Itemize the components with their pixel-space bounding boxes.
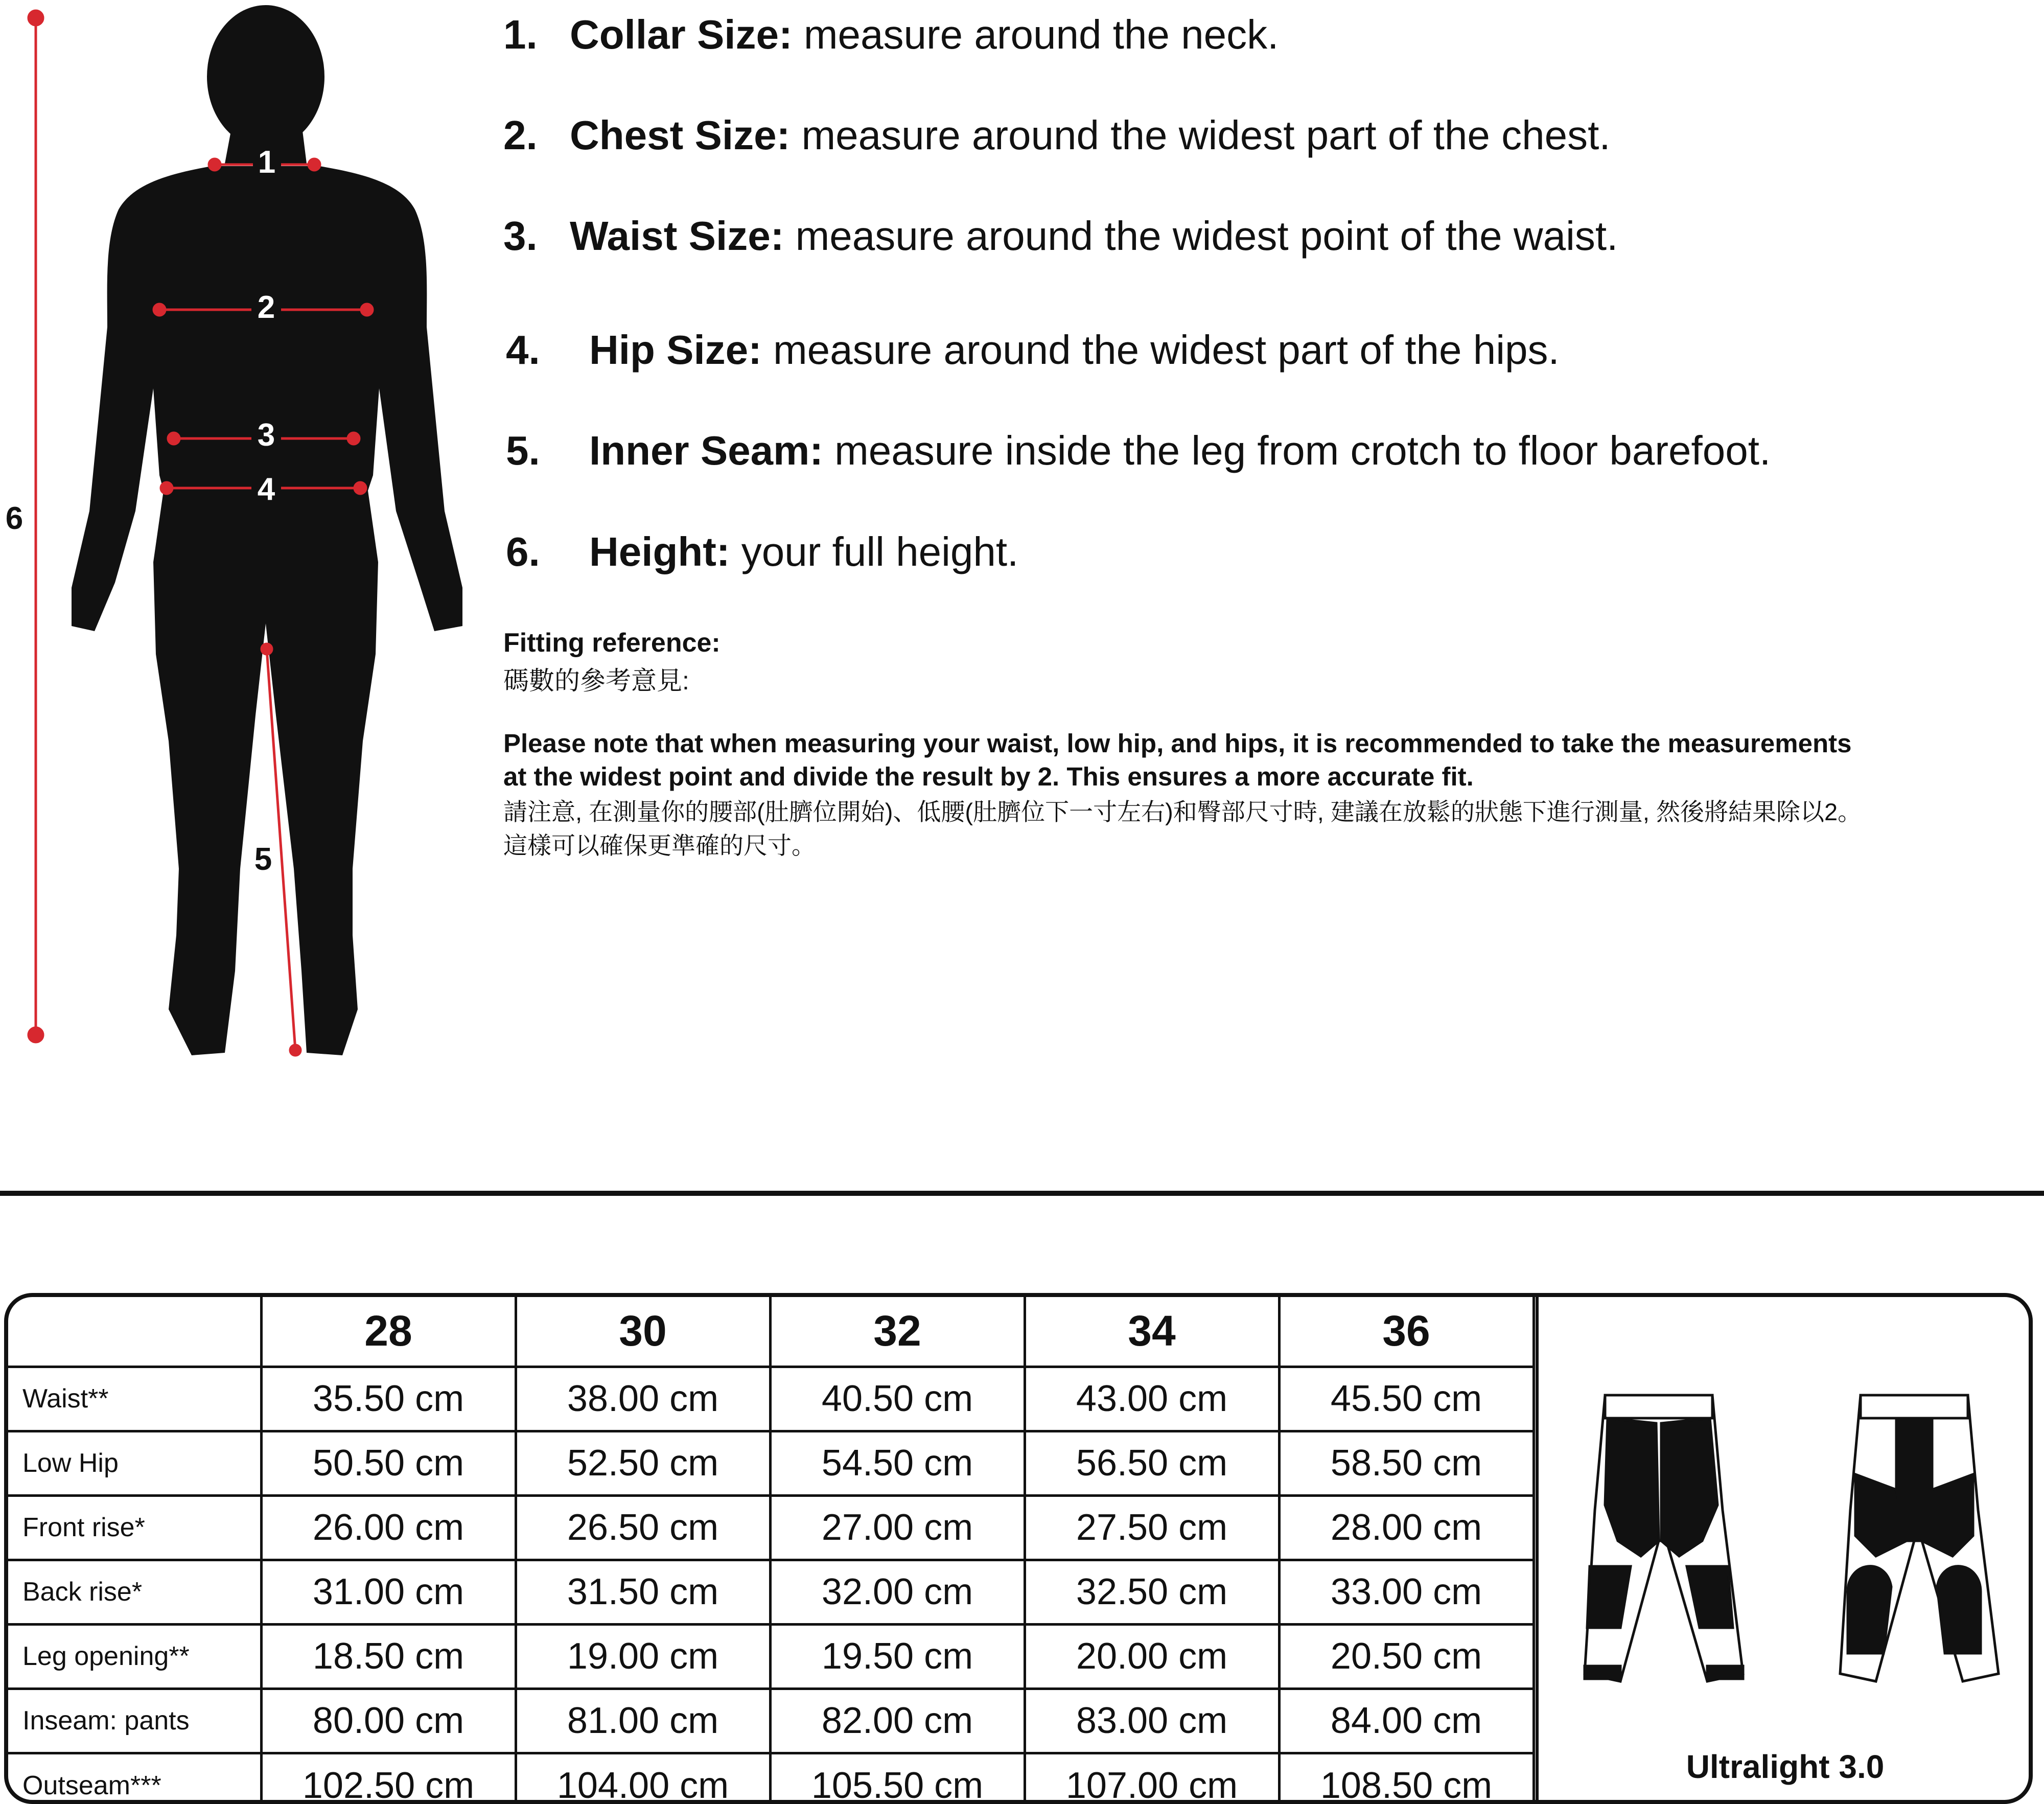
table-row [8,1431,1534,1495]
row-label: Low Hip [8,1431,261,1495]
size-header-row [8,1297,1534,1367]
fitting-reference-label: Fitting reference: [503,628,721,658]
row-label: Front rise* [8,1495,261,1560]
table-row [8,1753,1534,1804]
guide-item-height [506,531,1018,572]
table-cell: 31.50 cm [516,1560,770,1624]
marker-5: 5 [254,842,272,877]
row-label: Back rise* [8,1560,261,1624]
table-cell: 32.00 cm [770,1560,1025,1624]
row-label: Waist** [8,1367,261,1431]
table-cell: 58.50 cm [1279,1431,1534,1495]
table-cell: 19.50 cm [770,1624,1025,1689]
table-cell: 56.50 cm [1025,1431,1279,1495]
guide-term: Height: [589,529,730,574]
table-cell: 52.50 cm [516,1431,770,1495]
header-corner [8,1297,261,1367]
guide-num: 1. [503,12,538,57]
table-cell: 81.00 cm [516,1689,770,1753]
guide-item-collar [503,14,1279,55]
guide-num: 2. [503,112,538,158]
size-header: 36 [1279,1297,1534,1367]
table-row [8,1495,1534,1560]
table-cell: 102.50 cm [261,1753,516,1804]
pants-back [1840,1395,1999,1681]
table-cell: 80.00 cm [261,1689,516,1753]
table-cell: 35.50 cm [261,1367,516,1431]
guide-desc: measure around the widest part of the hips. [761,327,1560,373]
table-cell: 18.50 cm [261,1624,516,1689]
table-cell: 104.00 cm [516,1753,770,1804]
section-divider [0,1191,2044,1196]
table-cell: 54.50 cm [770,1431,1025,1495]
table-cell: 33.00 cm [1279,1560,1534,1624]
table-row [8,1367,1534,1431]
fitting-note-line-1: Please note that when measuring your waist, low hip, and hips, it is recommended to take the measurements [503,729,1852,758]
table-cell: 50.50 cm [261,1431,516,1495]
table-cell: 32.50 cm [1025,1560,1279,1624]
row-label: Outseam*** [8,1753,261,1804]
table-cell: 38.00 cm [516,1367,770,1431]
guide-num: 4. [506,327,540,373]
table-cell: 26.00 cm [261,1495,516,1560]
table-cell: 20.50 cm [1279,1624,1534,1689]
pants-illustration [1569,1387,2004,1704]
table-cell: 107.00 cm [1025,1753,1279,1804]
marker-6: 6 [5,501,24,536]
guide-term: Hip Size: [589,327,762,373]
product-panel [1536,1293,2032,1804]
pants-front [1585,1395,1743,1681]
guide-desc: your full height. [730,529,1019,574]
size-header: 34 [1025,1297,1279,1367]
fitting-reference-label-cn: 碼數的參考意見: [503,666,689,695]
fitting-note-line-2: at the widest point and divide the result by 2. This ensures a more accurate fit. [503,762,1474,791]
table-cell: 43.00 cm [1025,1367,1279,1431]
guide-term: Chest Size: [570,112,791,158]
table-cell: 105.50 cm [770,1753,1025,1804]
size-header: 28 [261,1297,516,1367]
guide-item-chest [503,112,1611,158]
table-cell: 45.50 cm [1279,1367,1534,1431]
table-cell: 31.00 cm [261,1560,516,1624]
table-cell: 40.50 cm [770,1367,1025,1431]
guide-item-inner-seam [506,430,1771,471]
table-row [8,1624,1534,1689]
guide-desc: measure around the neck. [792,12,1279,57]
guide-term: Inner Seam: [589,428,823,473]
guide-item-hip [506,327,1560,373]
guide-term: Collar Size: [570,12,793,57]
table-cell: 19.00 cm [516,1624,770,1689]
guide-desc: measure around the widest point of the waist. [784,213,1618,259]
row-label: Leg opening** [8,1624,261,1689]
marker-1: 1 [258,145,276,180]
table-cell: 26.50 cm [516,1495,770,1560]
guide-num: 5. [506,428,540,473]
fitting-note-cn-line-2: 這樣可以確保更準確的尺寸。 [503,832,816,859]
table-cell: 20.00 cm [1025,1624,1279,1689]
size-header: 30 [516,1297,770,1367]
table-cell: 28.00 cm [1279,1495,1534,1560]
guide-item-waist [503,213,1618,259]
marker-4: 4 [257,472,275,507]
table-cell: 82.00 cm [770,1689,1025,1753]
fitting-note-cn-line-1: 請注意, 在測量你的腰部(肚臍位開始)、低腰(肚臍位下一寸左右)和臀部尺寸時, 建議在放鬆的狀態下進行測量, 然後將結果除以2。 [503,798,1862,825]
marker-2: 2 [257,290,275,325]
table-row [8,1689,1534,1753]
guide-desc: measure inside the leg from crotch to floor barefoot. [823,428,1771,473]
table-cell: 27.50 cm [1025,1495,1279,1560]
size-header: 32 [770,1297,1025,1367]
table-cell: 84.00 cm [1279,1689,1534,1753]
size-table [8,1297,1535,1804]
row-label: Inseam: pants [8,1689,261,1753]
guide-num: 6. [506,529,540,574]
guide-term: Waist Size: [570,213,784,259]
product-name: Ultralight 3.0 [1686,1748,1885,1785]
table-cell: 108.50 cm [1279,1753,1534,1804]
marker-3: 3 [257,418,275,453]
guide-num: 3. [503,213,538,259]
table-cell: 27.00 cm [770,1495,1025,1560]
body-measurement-figure [0,0,491,1073]
guide-desc: measure around the widest part of the chest. [790,112,1611,158]
table-row [8,1560,1534,1624]
table-cell: 83.00 cm [1025,1689,1279,1753]
